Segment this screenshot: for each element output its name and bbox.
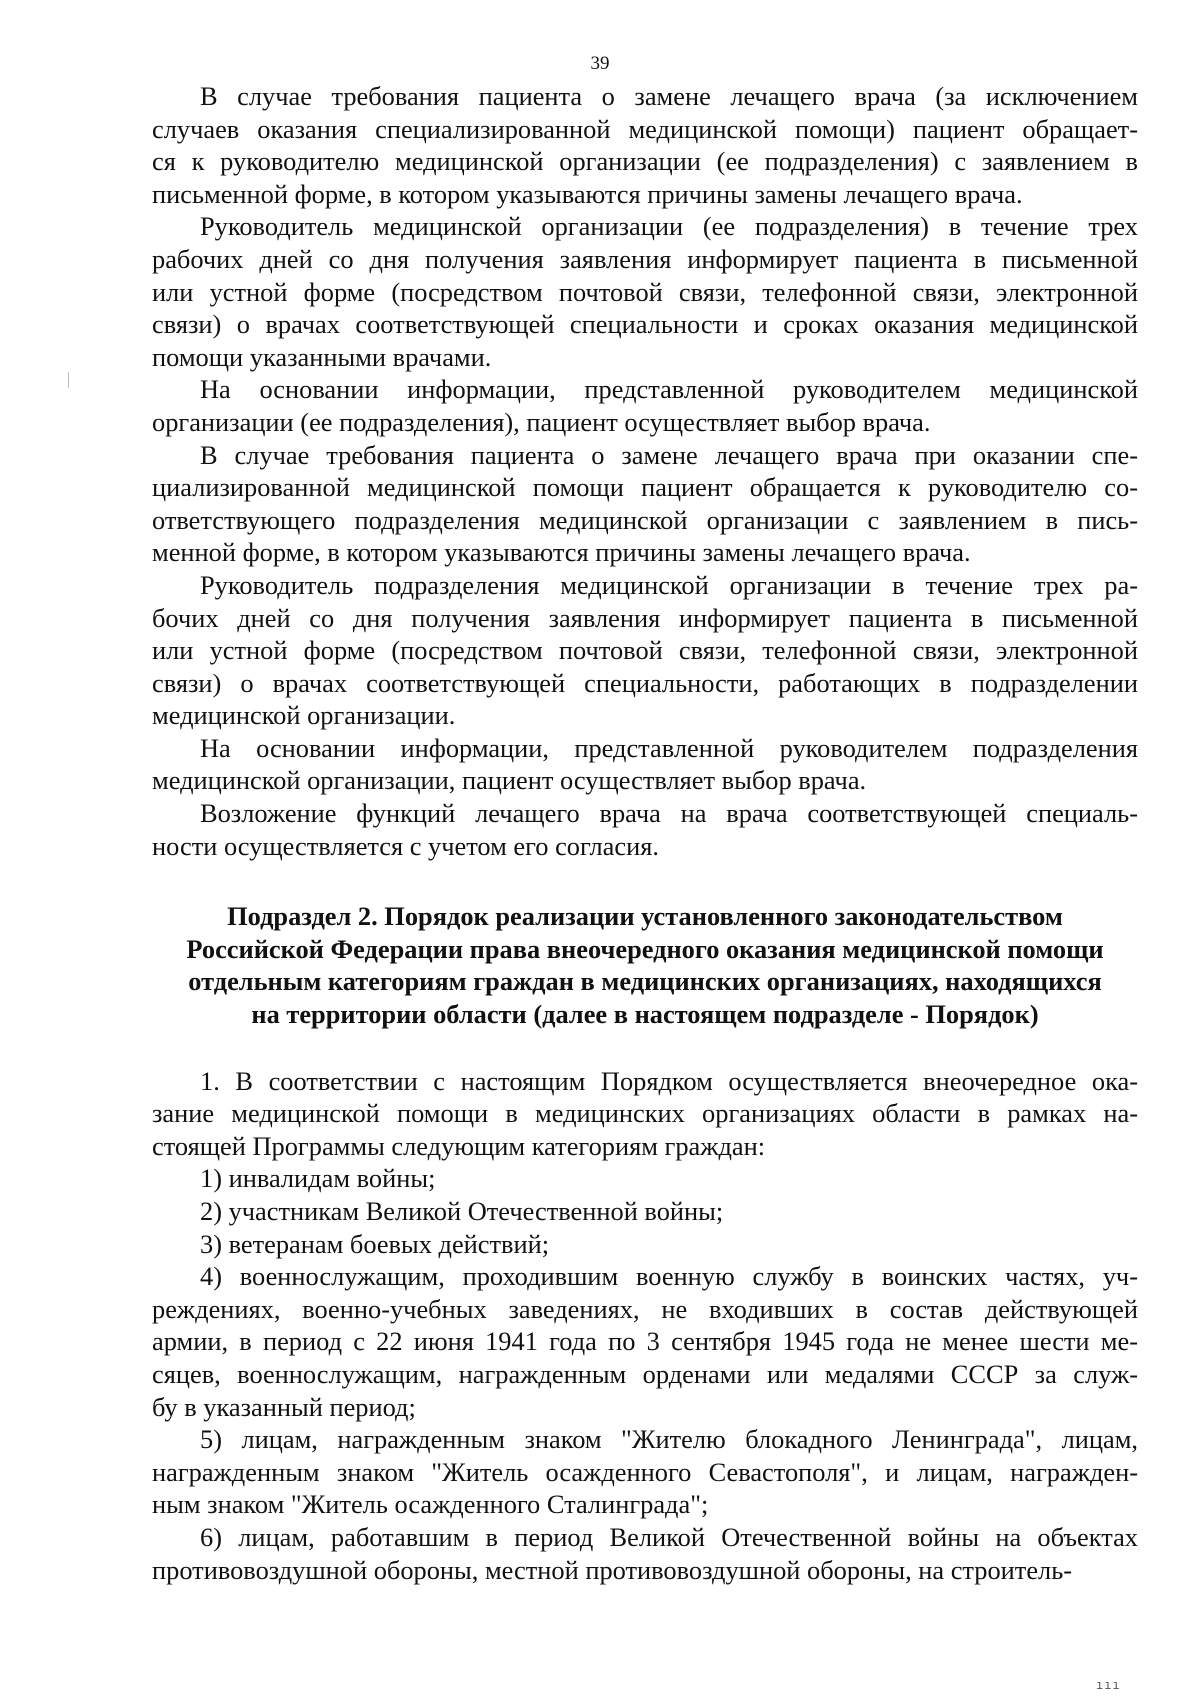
- paragraph-line: 2) участникам Великой Отечественной войны;: [200, 1196, 724, 1226]
- paragraph-line: случаев оказания специализированной медицинской помощи) пациент обращает-: [152, 113, 1138, 144]
- section-bottom-text: [152, 1065, 1138, 1587]
- paragraph-line: армии, в период с 22 июня 1941 года по 3 сентября 1945 года не менее шести ме-: [152, 1326, 1138, 1357]
- paragraph-line: организации (ее подразделения), пациент осуществляет выбор врача.: [152, 406, 931, 437]
- paragraph-line: 5) лицам, награжденным знаком "Жителю блокадного Ленинграда", лицам,: [200, 1424, 1138, 1455]
- paragraph-line: связи) о врачах соответствующей специальности, работающих в подразделении: [152, 667, 1138, 698]
- paragraph: [152, 1195, 1138, 1228]
- paragraph: [152, 80, 1138, 210]
- paragraph: [152, 1162, 1138, 1195]
- heading-line: Российской Федерации права внеочередного оказания медицинской помощи: [186, 933, 1104, 964]
- paragraph-line: письменной форме, в котором указываются причины замены лечащего врача.: [152, 178, 1023, 209]
- paragraph-line: или устной форме (посредством почтовой связи, телефонной связи, электронной: [152, 276, 1138, 307]
- scan-artifact-ticks: ııı: [1096, 1678, 1121, 1692]
- paragraph-line: На основании информации, представленной руководителем подразделения: [200, 732, 1138, 763]
- paragraph: [152, 797, 1138, 862]
- paragraph-line: В случае требования пациента о замене лечащего врача при оказании спе-: [200, 439, 1138, 470]
- paragraph-line: реждениях, военно-учебных заведениях, не входивших в состав действующей: [152, 1293, 1138, 1324]
- scan-artifact-mark: [68, 372, 69, 388]
- paragraph-line: помощи указанными врачами.: [152, 341, 492, 372]
- paragraph-line: ответствующего подразделения медицинской организации с заявлением в пись-: [152, 504, 1138, 535]
- paragraph: [152, 1228, 1138, 1261]
- paragraph-line: менной форме, в котором указываются причины замены лечащего врача.: [152, 537, 971, 568]
- paragraph-line: ности осуществляется с учетом его согласия.: [152, 830, 659, 861]
- paragraph-line: награжденным знаком "Житель осажденного Севастополя", и лицам, награжден-: [152, 1456, 1138, 1487]
- paragraph-line: Возложение функций лечащего врача на врача соответствующей специаль-: [200, 798, 1138, 829]
- paragraph-line: зание медицинской помощи в медицинских организациях области в рамках на-: [152, 1098, 1138, 1129]
- paragraph-line: циализированной медицинской помощи пациент обращается к руководителю со-: [152, 472, 1138, 503]
- paragraph-line: или устной форме (посредством почтовой связи, телефонной связи, электронной: [152, 635, 1138, 666]
- paragraph: [152, 210, 1138, 373]
- heading-line: Подраздел 2. Порядок реализации установленного законодательством: [227, 901, 1063, 932]
- document-body: [152, 80, 1138, 1586]
- paragraph-line: медицинской организации, пациент осуществляет выбор врача.: [152, 765, 867, 796]
- heading-line: на территории области (далее в настоящем подразделе - Порядок): [251, 999, 1039, 1030]
- paragraph-line: 4) военнослужащим, проходившим военную службу в воинских частях, уч-: [200, 1261, 1138, 1292]
- paragraph: [152, 373, 1138, 438]
- paragraph: [152, 732, 1138, 797]
- paragraph-line: 1. В соответствии с настоящим Порядком осуществляется внеочередное ока-: [200, 1065, 1138, 1096]
- paragraph-line: В случае требования пациента о замене лечащего врача (за исключением: [200, 81, 1138, 111]
- paragraph-line: Руководитель медицинской организации (ее подразделения) в течение трех: [200, 211, 1138, 242]
- paragraph-line: бочих дней со дня получения заявления информирует пациента в письменной: [152, 602, 1138, 633]
- page-number: 39: [590, 53, 610, 74]
- paragraph-line: На основании информации, представленной руководителем медицинской: [200, 374, 1138, 405]
- paragraph-line: 6) лицам, работавшим в период Великой Отечественной войны на объектах: [200, 1521, 1138, 1552]
- paragraph-line: противовоздушной обороны, местной противовоздушной обороны, на строитель-: [152, 1554, 1073, 1585]
- paragraph-line: Руководитель подразделения медицинской организации в течение трех ра-: [200, 569, 1138, 600]
- paragraph-line: 1) инвалидам войны;: [200, 1163, 436, 1194]
- paragraph-line: 3) ветеранам боевых действий;: [200, 1228, 550, 1259]
- paragraph-line: стоящей Программы следующим категориям граждан:: [152, 1130, 766, 1161]
- paragraph-line: бу в указанный период;: [152, 1391, 416, 1422]
- paragraph: [152, 1423, 1138, 1521]
- paragraph: [152, 1065, 1138, 1163]
- paragraph: [152, 1521, 1138, 1586]
- paragraph: [152, 1260, 1138, 1423]
- paragraph-line: медицинской организации.: [152, 700, 456, 731]
- paragraph-line: связи) о врачах соответствующей специальности и сроках оказания медицинской: [152, 309, 1138, 340]
- subsection-heading: [152, 900, 1138, 1030]
- paragraph: [152, 569, 1138, 732]
- paragraph-line: ным знаком "Житель осажденного Сталинграда";: [152, 1489, 709, 1520]
- paragraph-line: рабочих дней со дня получения заявления информирует пациента в письменной: [152, 243, 1138, 274]
- paragraph-line: ся к руководителю медицинской организации (ее подразделения) с заявлением в: [152, 146, 1138, 177]
- section-top-text: [152, 80, 1138, 862]
- heading-line: отдельным категориям граждан в медицинских организациях, находящихся: [188, 966, 1102, 997]
- paragraph: [152, 439, 1138, 569]
- paragraph-line: сяцев, военнослужащим, награжденным орденами или медалями СССР за служ-: [152, 1358, 1138, 1389]
